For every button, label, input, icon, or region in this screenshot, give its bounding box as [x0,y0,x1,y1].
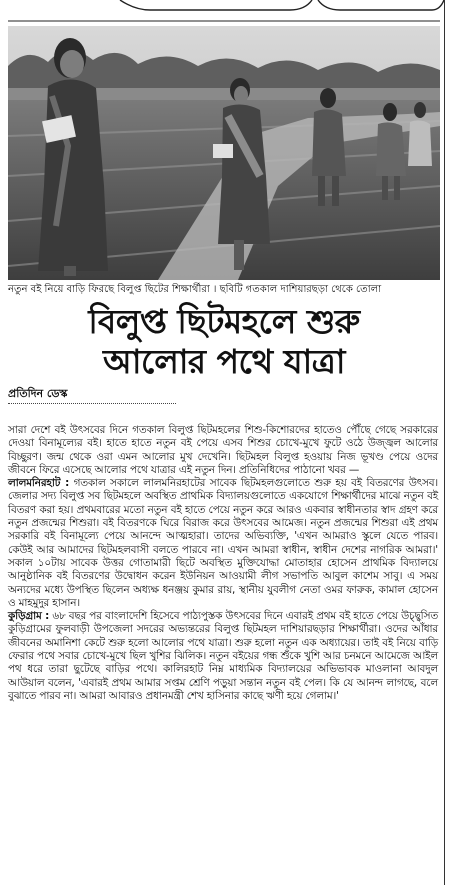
headline-line-1: বিলুপ্ত ছিটমহলে শুরু [88,302,360,341]
lalmonirhat-text: গতকাল সকালে লালমনিরহাটের সাবেক ছিটমহলগুলোতে শুরু হয় বই বিতরণের উৎসব। জেলার সদ্য বিলুপ্ত সব ছিটমহলে অবস্থিত প্রাথমিক বিদ্যালয়গুলোতে একযোগে শিক্ষার্থীদের মাঝে নতুন বই বিতরণ করা হয়। প্রথমবারের মতো নতুন বই হাতে পেয়ে নতুন করে আরও একবার স্বাধীনতার স্বাদ গ্রহণ করে নতুন প্রজন্মের শিশুরা। বই বিতরণকে ঘিরে বিরাজ করে উৎসবের আমেজ। নতুন প্রজন্মের শিশুরা এই প্রথম সরকারি বই বিনামূল্যে পেয়ে আনন্দে আত্মহারা। তাদের অভিব্যক্তি, 'এখন আমরাও স্কুলে যেতে পারব। কেউই আর আমাদের ছিটমহলবাসী বলতে পারবে না। এখন আমরা স্বাধীন, স্বাধীন দেশের নাগরিক আমরা।' সকাল ১০টায় সাবেক উত্তর গোতামারী ছিটে অবস্থিত মুক্তিযোদ্ধা মোতাহার হোসেন প্রাথমিক বিদ্যালয়ে আনুষ্ঠানিক বই বিতরণের উদ্বোধন করেন ইউনিয়ন আওয়ামী লীগ সভাপতি আবুল কাশেম সাবু। এ সময় অন্যদের মধ্যে উপস্থিত ছিলেন অধ্যক্ষ ধনঞ্জয় কুমার রায়, স্থানীয় যুবলীগ নেতা ওমর ফারুক, কামাল হোসেন ও মাহমুদুর হাসান। [8,477,438,609]
previous-article-border [0,0,450,22]
article-photo [8,26,440,280]
kurigram-dateline: কুড়িগ্রাম : [8,610,50,623]
byline: প্রতিদিন ডেস্ক [8,387,68,400]
kurigram-text: ৬৮ বছর পর বাংলাদেশি হিসেবে পাঠ্যপুস্তক উৎসবের দিনে এবারই প্রথম বই হাতে পেয়ে উচ্ছ্বসিত কুড়িগ্রামের ফুলবাড়ী উপজেলা সদরের অভ্যন্তরের বিলুপ্ত ছিটমহল দাশিয়ারছড়ার শিক্ষার্থীরা। ওদের আঁধার জীবনের অমানিশা কেটে শুরু হলো আলোর পথে যাত্রা। শুরু হলো নতুন এক অধ্যায়ের। তাই বই নিয়ে বাড়ি ফেরার পথে সবার চোখে-মুখে ছিল খুশির ঝিলিক। নতুন বইয়ের গন্ধ শুঁকে খুশি আর চনমনে আমেজে আইল পথ ধরে তারা ছুটেছে বাড়ির পথে। কালিরহাট নিম্ন মাধ্যমিক বিদ্যালয়ের অভিভাবক মাওলানা আবদুল আউয়াল বলেন, 'এবারই প্রথম আমার সপ্তম শ্রেণি পড়ুয়া সন্তান নতুন বই পেল। কি যে আনন্দ লাগছে, বলে বুঝাতে পারব না। আমরা আবারও প্রধানমন্ত্রী শেখ হাসিনার কাছে ঋণী হয়ে গেলাম।' [8,610,438,702]
lalmonirhat-dateline: লালমনিরহাট : [8,477,70,490]
byline-divider [8,403,176,404]
students-walking-photo [8,26,440,280]
photo-caption: নতুন বই নিয়ে বাড়ি ফিরছে বিলুপ্ত ছিটের শিক্ষার্থীরা । ছবিটি গতকাল দাশিয়ারছড়া থেকে তোলা [8,284,382,295]
headline [8,302,440,382]
article-body [8,424,438,703]
lalmonirhat-paragraph [8,477,438,610]
column-rule [444,0,445,885]
intro-paragraph: সারা দেশে বই উৎসবের দিনে গতকাল বিলুপ্ত ছিটমহলের শিশু-কিশোরদের হাতেও পৌঁছে গেছে সরকারের দেওয়া বিনামূল্যের বই। হাতে হাতে নতুন বই পেয়ে এসব শিশুর চোখে-মুখে ফুটে ওঠে উজ্জ্বল আলোর বিচ্ছুরণ। জন্ম থেকে ওরা এমন আলোর মুখ দেখেনি। ছিটমহল বিলুপ্ত হওয়ায় নিজ ভূখণ্ড পেয়ে ওদের জীবনে ফিরে এসেছে আলোর পথে যাত্রার এই নতুন দিন। প্রতিনিধিদের পাঠানো খবর — [8,424,438,476]
headline-line-2: আলোর পথে যাত্রা [103,342,345,381]
kurigram-paragraph [8,610,438,703]
